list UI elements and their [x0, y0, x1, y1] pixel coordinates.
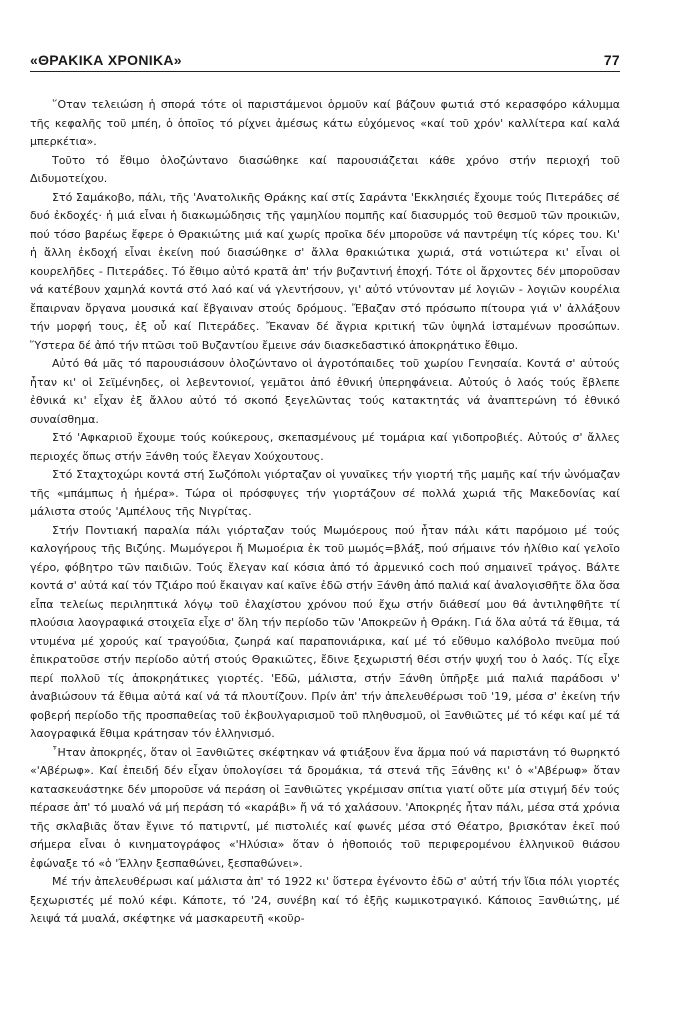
paragraph: Στό 'Αφκαριοῦ ἔχουμε τούς κούκερους, σκεπασμένους μέ τομάρια καί γιδοπροβιές. Αὐτούς σ' ἄλλες περιοχές ὅπως στήν Ξάνθη τούς ἔλεγαν Χούχουτους.: [30, 431, 620, 463]
journal-title: «ΘΡΑΚΙΚΑ ΧΡΟΝΙΚΑ»: [30, 52, 182, 68]
paragraph: ῏Ηταν ἀποκρηές, ὅταν οἱ Ξανθιῶτες σκέφτηκαν νά φτιάξουν ἕνα ἅρμα πού νά παριστάνη τό θωρηκτό «'Αβέρωφ». Καί ἐπειδή δέν εἶχαν ὑπολογίσει τά δρομάκια, τά στενά τῆς Ξάνθης κι' ὁ «'Αβέρωφ» ὅταν κατασκευάστηκε δέν μποροῦσε νά περάση οἱ Ξανθιῶτες γκρέμισαν σπίτια γιατί οὔτε μία στιγμή δέν τούς πέρασε ἀπ' τό μυαλό νά μή περάση τό «καράβι» ἤ νά τό χαλάσουν. 'Αποκρηές ἦταν πάλι, μέσα στά χρόνια τῆς σκλαβιᾶς ὅταν ἔγινε τό πατιρντί, μέ πιστολιές καί φωνές μέσα στό Θέατρο, βρισκόταν ἐκεῖ πού σήμερα εἶναι ὁ κινηματογράφος «'Ηλύσια» ὅταν ὁ ἠθοποιός τοῦ περιφερομένου ἑλληνικοῦ θιάσου ἐφώναξε τό «ὁ 'Έλλην ξεσπαθώνει, ξεσπαθώνει».: [30, 745, 620, 870]
article-body: [30, 96, 620, 929]
running-header: [30, 52, 620, 72]
page-number: 77: [603, 52, 620, 68]
page: [30, 52, 620, 929]
paragraph: Τοῦτο τό ἔθιμο ὁλοζώντανο διασώθηκε καί παρουσιάζεται κάθε χρόνο στήν περιοχή τοῦ Διδυμοτείχου.: [30, 153, 620, 185]
paragraph: ῞Οταν τελειώση ἡ σπορά τότε οἱ παριστάμενοι ὁρμοῦν καί βάζουν φωτιά στό κερασφόρο κάλυμμα τῆς κεφαλῆς τοῦ μπέη, ὁ ὁποῖος τό ρίχνει ἀμέσως κάτω εὐχόμενος «καί τοῦ χρόν' καλλίτερα καί καλά μπερκέτια».: [30, 98, 620, 148]
paragraph: Στό Σταχτοχώρι κοντά στή Σωζόπολι γιόρταζαν οἱ γυναῖκες τήν γιορτή τῆς μαμῆς καί τήν ὠνόμαζαν τῆς «μπάμπως ἡ ἡμέρα». Τώρα οἱ πρόσφυγες τήν γιορτάζουν σέ πολλά χωριά τῆς Μακεδονίας καί μάλιστα στούς 'Αμπέλους τῆς Νιγρίτας.: [30, 468, 620, 518]
paragraph: Μέ τήν ἀπελευθέρωσι καί μάλιστα ἀπ' τό 1922 κι' ὕστερα ἐγένοντο ἐδῶ σ' αὐτή τήν ἴδια πόλι γιορτές ξεχωριστές μέ πολύ κέφι. Κάποτε, τό '24, συνέβη καί τό ἐξῆς κωμικοτραγικό. Κάποιος Ξανθιώτης, μέ λειψά τά μυαλά, σκέφτηκε νά μασκαρευτῆ «κοῦρ-: [30, 875, 620, 925]
paragraph: Αὐτό θά μᾶς τό παρουσιάσουν ὁλοζώντανο οἱ ἀγροτόπαιδες τοῦ χωρίου Γενησαία. Κοντά σ' αὐτούς ἦταν κι' οἱ Σεϊμένηδες, οἱ λεβεντονιοί, γεμᾶτοι ἀπό ἐθνική ὑπερηφάνεια. Αὐτούς ὁ λαός τούς ἔβλεπε ἐθνικά κι' εἶχαν ἐξ ἄλλου αὐτό τό σκοπό ξεγελῶντας τούς κατακτητάς νά ἀναπτερώνη τό ἐθνικό συναίσθημα.: [30, 357, 620, 426]
paragraph: Στό Σαμάκοβο, πάλι, τῆς 'Ανατολικῆς Θράκης καί στίς Σαράντα 'Εκκλησιές ἔχουμε τούς Πιτεράδες σέ δυό ἐκδοχές· ἡ μιά εἶναι ἡ διακωμώδησις τῆς γαμηλίου πομπῆς καί διασυρμός τοῦ θεσμοῦ τῶν προικιῶν, πού τόσο βαρέως ἔφερε ὁ Θρακιώτης μιά καί χωρίς προῖκα δέν μποροῦσε νά παντρέψη τίς κόρες του. Κι' ἡ ἄλλη ἐκδοχή εἶναι ἐκείνη πού διασώθηκε σ' ἄλλα θρακιώτικα χωριά, στά νοτιώτερα κι' εἶναι οἱ κουρελῆδες - Πιτεράδες. Τό ἔθιμο αὐτό κρατᾶ ἀπ' τήν βυζαντινή ἐποχή. Τότε οἱ ἄρχοντες δέν μποροῦσαν νά κατέβουν χαμηλά κοντά στό λαό καί νά γλεντήσουν, γι' αὐτό ντύνονταν μέ λογιῶν - λογιῶν κουρέλια ἔπαιρναν ὄργανα μουσικά καί ἔβγαιναν στούς δρόμους. Ἔβαζαν στό πρόσωπο πίτουρα γιά ν' ἀλλάξουν τήν μορφή τους, ἐξ οὗ καί Πιτεράδες. Ἔκαναν δέ ἄγρια κριτική τῶν ὑψηλά ἱσταμένων προσώπων. Ὕστερα δέ ἀπό τήν πτῶσι τοῦ Βυζαντίου ἔμεινε σάν διασκεδαστικό ἀποκρηάτικο ἔθιμο.: [30, 190, 620, 352]
paragraph: Στήν Ποντιακή παραλία πάλι γιόρταζαν τούς Μωμόερους πού ἦταν πάλι κάτι παρόμοιο μέ τούς καλογήρους τῆς Βιζύης. Μωμόγεροι ἤ Μωμοέρια ἐκ τοῦ μωμός=βλάξ, πού σήμαινε τόν ἠλίθιο καί γελοῖο γέρο, φόβητρο τῶν παιδιῶν. Τούς ἔλεγαν καί κόσια ἀπό τό ἀρμενικό coch πού σημαινεῖ τράγος. Βάλτε κοντά σ' αὐτά καί τόν Τζιάρο πού ἔκαιγαν καί καῖνε ἐδῶ στήν Ξάνθη ἀπό παλιά καί ἀναλογισθῆτε ὅλα ὅσα εἶπα τελείως περιληπτικά λόγῳ τοῦ ἐλαχίστου χρόνου πού ἔχω στήν διάθεσί μου θά ἀντιληφθῆτε τί πλούσια λαογραφικά στοιχεῖα εἶχε σ' ὅλη τήν περίοδο τῶν 'Αποκρεῶν ἡ Θράκη. Γιά ὅλα αὐτά τά ἔθιμα, τά ντυμένα μέ χορούς καί τραγούδια, ζωηρά καί παραπονιάρικα, καί μέ τό εὔθυμο καλόβολο πνεῦμα πού ἐπικρατοῦσε στήν περίοδο αὐτή στούς Θρακιῶτες, ἔδινε ξεχωριστή θέσι στήν ψυχή του ὁ λαός. Τίς εἶχε περί πολλοῦ τίς ἀποκρηάτικες γιορτές. 'Εδῶ, μάλιστα, στήν Ξάνθη ὑπῆρξε μιά παλιά παράδοσι ν' ἀναβιώσουν τά ἔθιμα αὐτά καί νά τά πλουτίζουν. Πρίν ἀπ' τήν ἀπελευθέρωσι τοῦ '19, μέσα σ' ἐκείνη τήν φοβερή περίοδο τῆς προσπαθείας τοῦ ἐκβουλγαρισμοῦ τοῦ πληθυσμοῦ, οἱ Ξανθιῶτες μέ τό κέφι καί μέ τά λαογραφικά ἔθιμα κράτησαν τόν ἑλληνισμό.: [30, 523, 620, 740]
